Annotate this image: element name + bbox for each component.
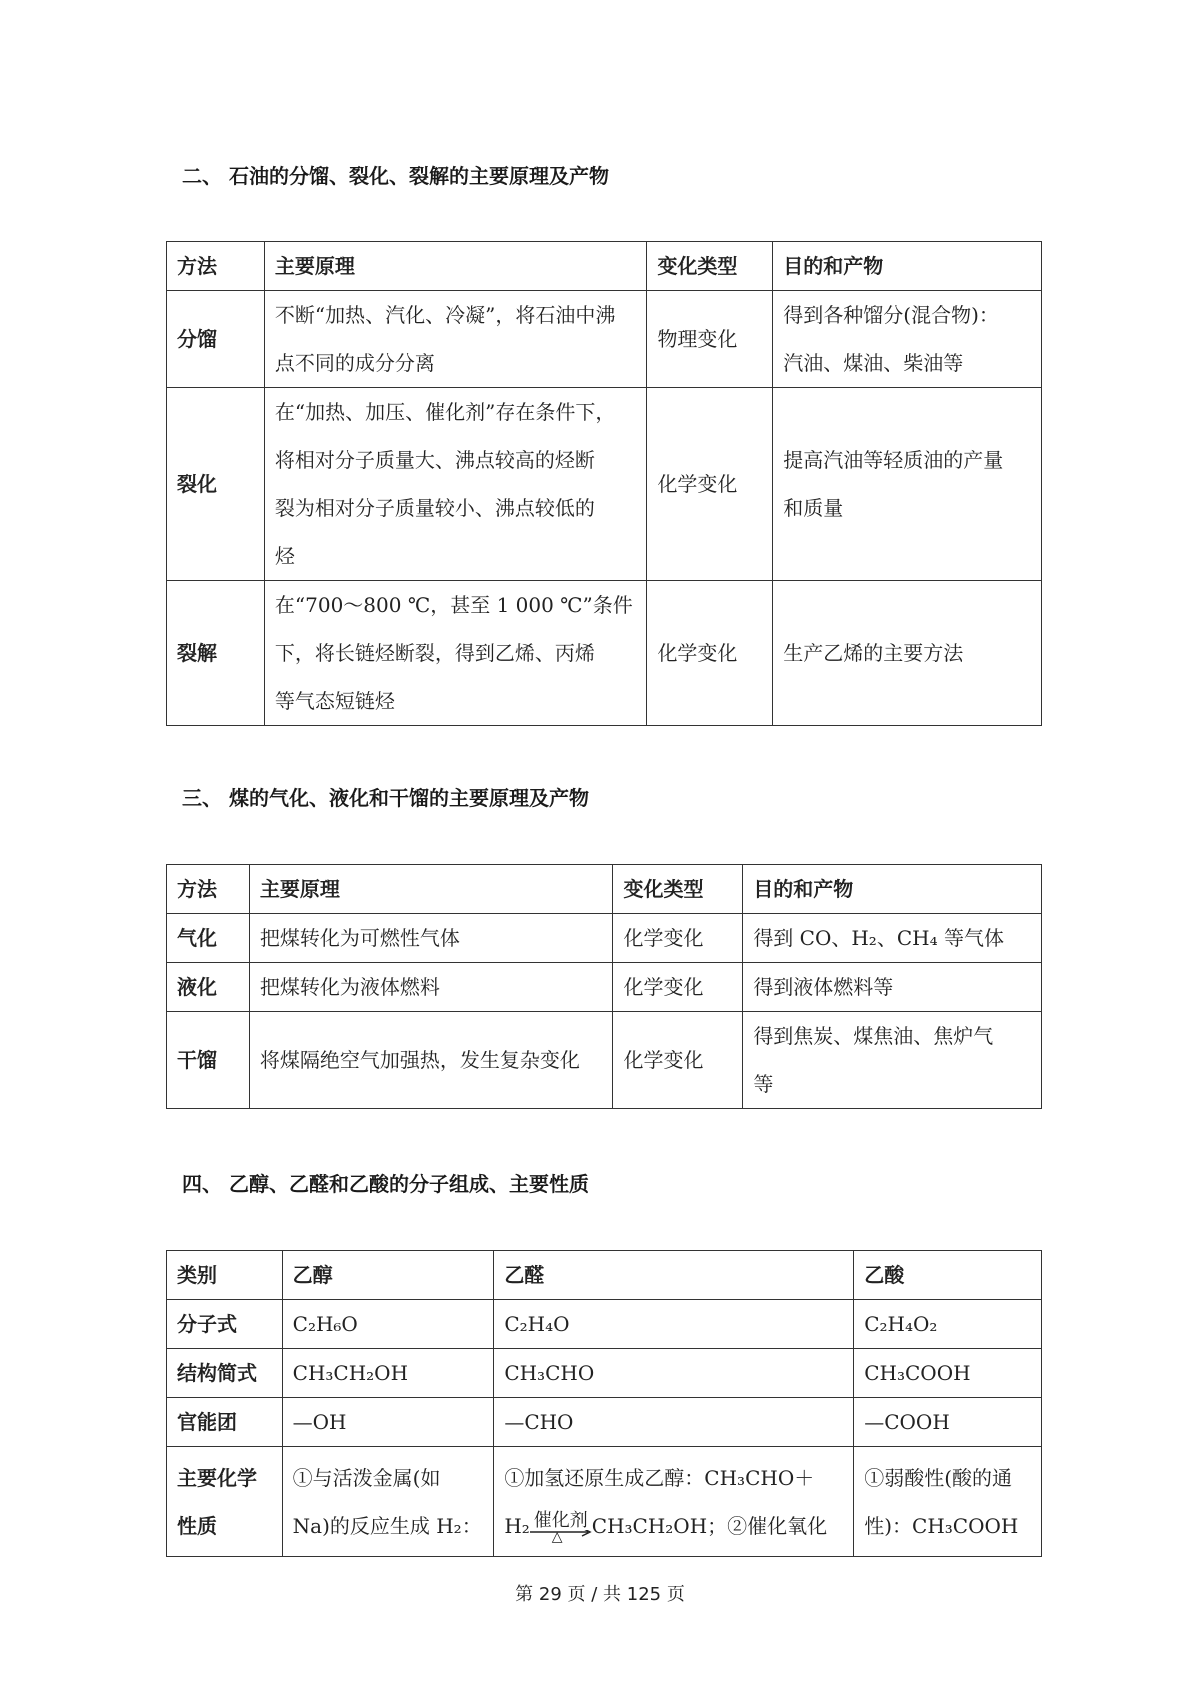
table-header-row xyxy=(167,865,1042,914)
header-cell: 乙酸 xyxy=(854,1251,1042,1300)
method-cell: 干馏 xyxy=(167,1012,250,1109)
type-cell: 化学变化 xyxy=(613,914,743,963)
acetic-acid-cell xyxy=(854,1447,1042,1557)
organic-compounds-table xyxy=(166,1250,1042,1557)
header-cell: 主要原理 xyxy=(264,242,647,291)
ethanol-cell: —OH xyxy=(282,1398,494,1447)
purpose-cell: 得到 CO、H₂、CH₄ 等气体 xyxy=(743,914,1042,963)
section-2-heading: 二、 石油的分馏、裂化、裂解的主要原理及产物 xyxy=(182,164,609,188)
acetic-acid-cell: C₂H₄O₂ xyxy=(854,1300,1042,1349)
row-label: 结构简式 xyxy=(167,1349,283,1398)
header-cell: 乙醛 xyxy=(494,1251,854,1300)
text-line: 性)：CH₃COOH xyxy=(864,1513,1019,1538)
text-line: 生产乙烯的主要方法 xyxy=(783,641,964,665)
acetic-acid-cell: —COOH xyxy=(854,1398,1042,1447)
purpose-cell xyxy=(743,1012,1042,1109)
text-line: 性质 xyxy=(177,1513,217,1538)
row-label: 官能团 xyxy=(167,1398,283,1447)
type-cell: 物理变化 xyxy=(647,291,773,388)
ethanol-cell: C₂H₆O xyxy=(282,1300,494,1349)
section-4-heading: 四、 乙醇、乙醛和乙酸的分子组成、主要性质 xyxy=(182,1172,589,1196)
text-line: 在“700～800 ℃，甚至 1 000 ℃”条件 xyxy=(274,593,633,617)
text-line: ①与活泼金属(如 xyxy=(292,1465,441,1490)
purpose-cell xyxy=(773,581,1042,726)
acetaldehyde-cell xyxy=(494,1447,854,1557)
text-line: 等 xyxy=(753,1072,774,1096)
header-cell: 方法 xyxy=(167,242,265,291)
text-line: ①弱酸性(酸的通 xyxy=(864,1465,1013,1490)
page-footer: 第 29 页 / 共 125 页 xyxy=(515,1584,685,1605)
method-cell: 液化 xyxy=(167,963,250,1012)
catalyst-label: 催化剂 xyxy=(533,1510,588,1531)
table-row xyxy=(167,291,1042,388)
table-row xyxy=(167,581,1042,726)
table-row xyxy=(167,914,1042,963)
text-line: 汽油、煤油、柴油等 xyxy=(783,351,964,375)
text-line: ①加氢还原生成乙醇：CH₃CHO＋ xyxy=(504,1465,815,1490)
principle-cell: 将煤隔绝空气加强热，发生复杂变化 xyxy=(249,1012,613,1109)
acetaldehyde-cell: C₂H₄O xyxy=(494,1300,854,1349)
acetaldehyde-cell: CH₃CHO xyxy=(494,1349,854,1398)
header-cell: 变化类型 xyxy=(613,865,743,914)
acetic-acid-cell: CH₃COOH xyxy=(854,1349,1042,1398)
text-line: 等气态短链烃 xyxy=(274,689,395,713)
text-line: 得到焦炭、煤焦油、焦炉气 xyxy=(753,1024,994,1048)
h2-formula: H₂ xyxy=(504,1513,530,1538)
text-line: Na)的反应生成 H₂： xyxy=(292,1513,482,1538)
text-line: 得到各种馏分(混合物)： xyxy=(783,303,999,327)
header-cell: 主要原理 xyxy=(249,865,613,914)
petroleum-table xyxy=(166,241,1042,726)
principle-cell xyxy=(264,388,647,581)
table-header-row xyxy=(167,242,1042,291)
table-row xyxy=(167,963,1042,1012)
text-line: 和质量 xyxy=(783,496,844,520)
header-cell: 目的和产物 xyxy=(773,242,1042,291)
text-line: 在“加热、加压、催化剂”存在条件下， xyxy=(274,400,616,424)
method-cell: 裂解 xyxy=(167,581,265,726)
text-line: 将相对分子质量大、沸点较高的烃断 xyxy=(274,448,595,472)
table-row xyxy=(167,1398,1042,1447)
type-cell: 化学变化 xyxy=(613,1012,743,1109)
ethanol-cell xyxy=(282,1447,494,1557)
table-row xyxy=(167,1349,1042,1398)
type-cell: 化学变化 xyxy=(613,963,743,1012)
text-line: 主要化学 xyxy=(177,1465,257,1490)
method-cell: 气化 xyxy=(167,914,250,963)
type-cell: 化学变化 xyxy=(647,388,773,581)
text-line: 裂为相对分子质量较小、沸点较低的 xyxy=(274,496,595,520)
method-cell: 分馏 xyxy=(167,291,265,388)
text-line: 提高汽油等轻质油的产量 xyxy=(783,448,1004,472)
table-row xyxy=(167,1300,1042,1349)
table-row xyxy=(167,1012,1042,1109)
table-header-row xyxy=(167,1251,1042,1300)
text-line: 下，将长链烃断裂，得到乙烯、丙烯 xyxy=(274,641,595,665)
method-cell: 裂化 xyxy=(167,388,265,581)
principle-cell xyxy=(264,291,647,388)
heat-symbol: △ xyxy=(551,1529,563,1545)
purpose-cell: 得到液体燃料等 xyxy=(743,963,1042,1012)
arrow-line xyxy=(530,1529,592,1545)
text-line: 不断“加热、汽化、冷凝”，将石油中沸 xyxy=(274,303,616,327)
principle-cell xyxy=(264,581,647,726)
text-line: 点不同的成分分离 xyxy=(274,351,435,375)
header-cell: 目的和产物 xyxy=(743,865,1042,914)
purpose-cell xyxy=(773,291,1042,388)
row-label: 分子式 xyxy=(167,1300,283,1349)
header-cell: 类别 xyxy=(167,1251,283,1300)
text-line xyxy=(504,1502,843,1550)
header-cell: 方法 xyxy=(167,865,250,914)
text-line: 烃 xyxy=(274,544,295,568)
coal-table xyxy=(166,864,1042,1109)
type-cell: 化学变化 xyxy=(647,581,773,726)
product-formula: CH₃CH₂OH；②催化氧化 xyxy=(591,1513,828,1538)
acetaldehyde-cell: —CHO xyxy=(494,1398,854,1447)
section-3-heading: 三、 煤的气化、液化和干馏的主要原理及产物 xyxy=(182,786,589,810)
reaction-arrow xyxy=(530,1510,592,1545)
principle-cell: 把煤转化为可燃性气体 xyxy=(249,914,613,963)
ethanol-cell: CH₃CH₂OH xyxy=(282,1349,494,1398)
header-cell: 变化类型 xyxy=(647,242,773,291)
principle-cell: 把煤转化为液体燃料 xyxy=(249,963,613,1012)
header-cell: 乙醇 xyxy=(282,1251,494,1300)
purpose-cell xyxy=(773,388,1042,581)
table-row xyxy=(167,388,1042,581)
table-row xyxy=(167,1447,1042,1557)
row-label xyxy=(167,1447,283,1557)
